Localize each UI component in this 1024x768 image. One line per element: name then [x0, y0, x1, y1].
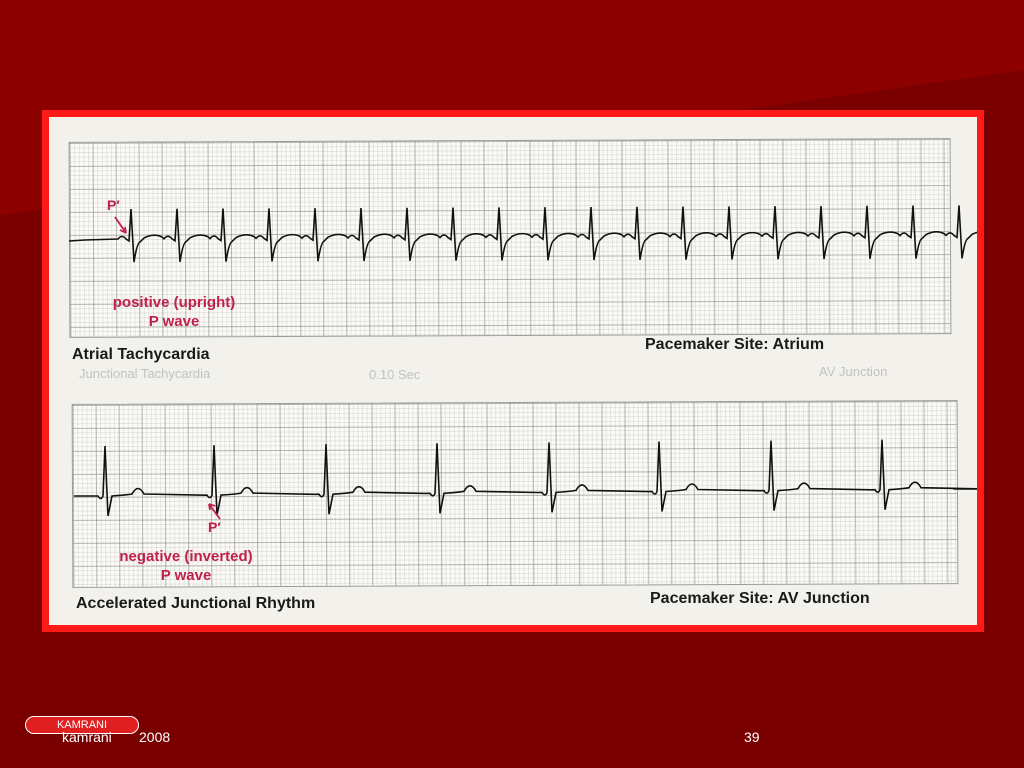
author-badge: KAMRANI	[25, 716, 139, 734]
annotation-line-2: P wave	[160, 567, 212, 584]
ecg-trace-top	[69, 205, 977, 262]
ecg-figure-frame	[42, 110, 984, 632]
bleed-through-text: Junctional Tachycardia	[79, 366, 211, 381]
p-prime-label-bottom: P′	[208, 519, 221, 535]
annotation-line-1: negative (inverted)	[119, 548, 253, 565]
page-number: 39	[744, 729, 760, 745]
positive-p-wave-annotation	[89, 293, 259, 331]
footer-author: kamrani	[62, 729, 112, 745]
bleed-through-text: 0.10 Sec	[369, 367, 421, 382]
footer-year: 2008	[139, 729, 171, 745]
annotation-line-2: P wave	[148, 313, 200, 330]
ecg-figure	[49, 117, 977, 625]
p-prime-label-top: P′	[107, 197, 120, 213]
bleed-through-text: AV Junction	[819, 364, 888, 379]
negative-p-wave-annotation	[91, 547, 281, 585]
rhythm-name-top: Atrial Tachycardia	[72, 346, 210, 363]
pacemaker-site-bottom: Pacemaker Site: AV Junction	[650, 590, 870, 607]
annotation-line-1: positive (upright)	[112, 294, 236, 311]
rhythm-name-bottom: Accelerated Junctional Rhythm	[76, 595, 316, 612]
arrow-top	[115, 217, 126, 233]
pacemaker-site-top: Pacemaker Site: Atrium	[645, 336, 825, 353]
